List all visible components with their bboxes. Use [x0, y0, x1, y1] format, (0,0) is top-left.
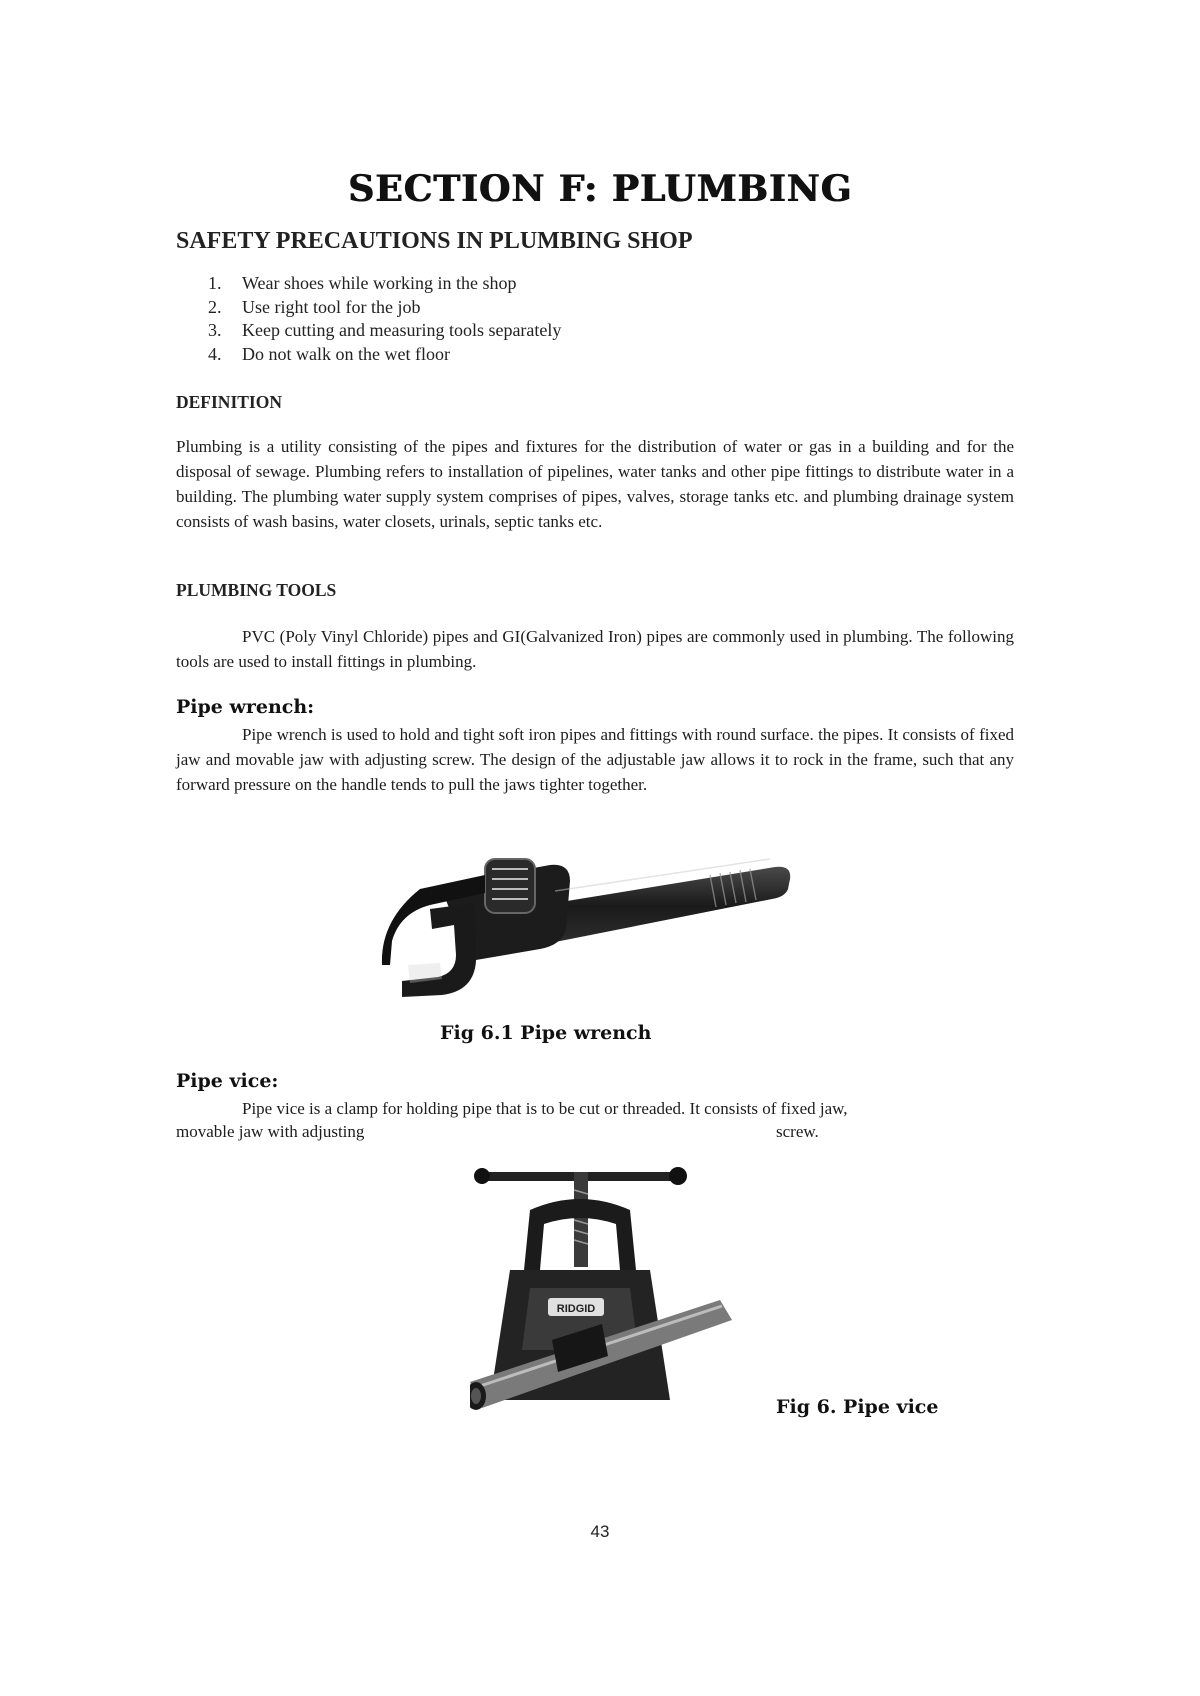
list-item: 1. Wear shoes while working in the shop	[208, 273, 517, 293]
vice-brand-mark: RIDGID	[556, 1303, 596, 1315]
pipe-vice-paragraph-line2-right: screw.	[776, 1122, 819, 1141]
definition-heading: DEFINITION	[176, 392, 282, 412]
pipe-wrench-image	[380, 845, 800, 1020]
section-title: SECTION F: PLUMBING	[347, 168, 853, 210]
page-number: 43	[590, 1522, 610, 1541]
pipe-vice-paragraph-line2-left: movable jaw with adjusting	[176, 1122, 365, 1141]
pipe-vice-heading: Pipe vice:	[176, 1070, 279, 1092]
safety-list	[208, 272, 561, 366]
list-item: 3. Keep cutting and measuring tools separately	[208, 320, 562, 340]
definition-paragraph: Plumbing is a utility consisting of the pipes and fixtures for the distribution of water or gas in a building and for the disposal of sewage. Plumbing refers to installation of pipelines, water tanks and other pipe fittings to distribute water in a building. The plumbing water supply system comprises of pipes, valves, storage tanks etc. and plumbing drainage system consists of wash basins, water closets, urinals, septic tanks etc.	[176, 437, 1014, 531]
pipe-vice-paragraph-line1: Pipe vice is a clamp for holding pipe that is to be cut or threaded. It consists of fixed jaw,	[242, 1099, 848, 1118]
pipe-wrench-caption: Fig 6.1 Pipe wrench	[440, 1022, 652, 1044]
safety-heading: SAFETY PRECAUTIONS IN PLUMBING SHOP	[176, 228, 693, 254]
list-item: 2. Use right tool for the job	[208, 296, 421, 317]
pipe-wrench-heading: Pipe wrench:	[176, 696, 315, 718]
list-item: 4. Do not walk on the wet floor	[208, 343, 450, 364]
pipe-wrench-paragraph: Pipe wrench is used to hold and tight soft iron pipes and fittings with round surface. the pipes. It consists of fixed jaw and movable jaw with adjusting screw. The design of the adjustable jaw allows it to rock in the frame, such that any forward pressure on the handle tends to pull the jaws tighter together.	[176, 725, 1014, 794]
pipe-vice-caption: Fig 6. Pipe vice	[776, 1396, 939, 1418]
plumbing-tools-intro: PVC (Poly Vinyl Chloride) pipes and GI(Galvanized Iron) pipes are commonly used in plumbing. The following tools are used to install fittings in plumbing.	[176, 627, 1014, 671]
pipe-vice-image	[470, 1150, 750, 1420]
plumbing-tools-heading: PLUMBING TOOLS	[176, 580, 337, 600]
